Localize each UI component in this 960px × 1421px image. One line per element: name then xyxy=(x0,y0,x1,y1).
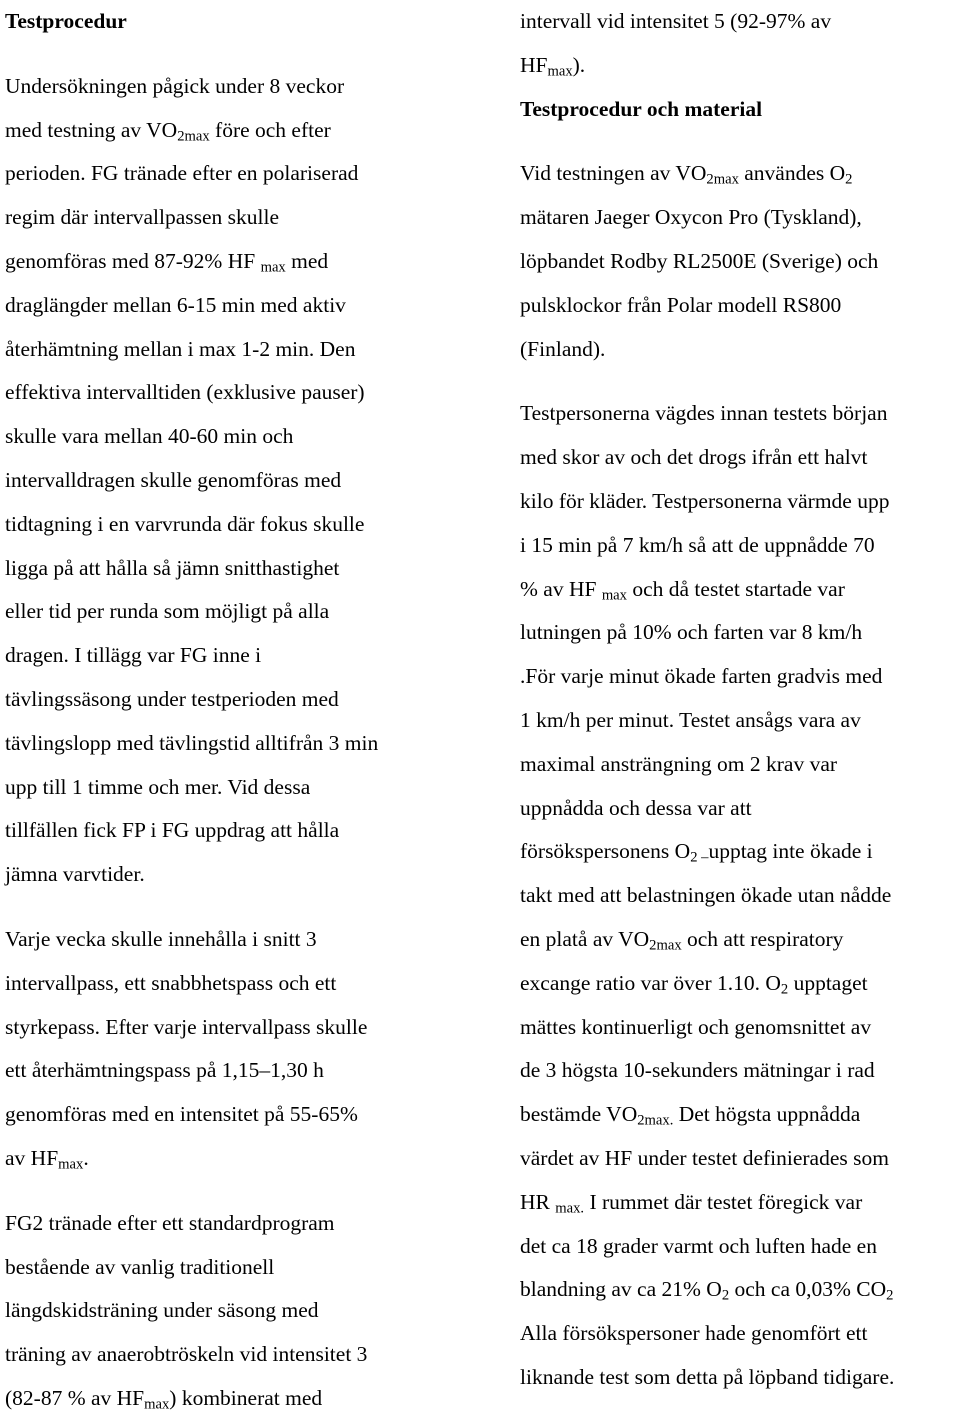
text-run: och ca 0,03% CO xyxy=(729,1277,887,1302)
text-line: med skor av och det drogs ifrån ett halvt xyxy=(520,445,868,470)
text-line: regim där intervallpassen skulle xyxy=(5,205,280,230)
text-line: tillfällen fick FP i FG uppdrag att hålla xyxy=(5,818,340,843)
text-line: Testpersonerna vägdes innan testets början xyxy=(520,401,888,426)
text-line: tävlingslopp med tävlingstid alltifrån 3 min xyxy=(5,730,379,755)
text-line: 1 km/h per minut. Testet ansågs vara av xyxy=(520,707,861,732)
subscript: 2 xyxy=(721,1287,730,1304)
text-run: ) kombinerat med xyxy=(169,1385,323,1410)
text-run: Vid testningen av VO xyxy=(520,161,707,186)
text-line: eller tid per runda som möjligt på alla xyxy=(5,599,330,624)
text-line: intervall vid intensitet 5 (92-97% av xyxy=(520,9,832,33)
paragraph-equipment xyxy=(520,152,960,371)
text-line: ligga på att hålla så jämn snitthastighet xyxy=(5,555,340,580)
text-line: Varje vecka skulle innehålla i snitt 3 xyxy=(5,926,317,951)
text-run: med testning av VO xyxy=(5,117,178,142)
text-line xyxy=(5,240,450,284)
section-heading-testprocedur: Testprocedur xyxy=(5,9,127,33)
spacer xyxy=(5,44,450,65)
spacer xyxy=(5,1181,450,1202)
text-line: styrkepass. Efter varje intervallpass skulle xyxy=(5,1014,368,1039)
subscript: max xyxy=(547,63,573,80)
text-line xyxy=(5,1377,450,1421)
text-line: skulle vara mellan 40-60 min och xyxy=(5,424,294,449)
text-line xyxy=(5,1137,450,1181)
text-line xyxy=(520,1268,960,1312)
paragraph-study-design xyxy=(5,65,450,897)
text-line: pulsklockor från Polar modell RS800 xyxy=(520,292,842,317)
text-line: värdet av HF under testet definierades som xyxy=(520,1145,889,1170)
text-line: ett återhämtningspass på 1,15–1,30 h xyxy=(5,1058,324,1083)
text-line: maximal ansträngning om 2 krav var xyxy=(520,751,838,776)
subscript: max. xyxy=(555,1200,585,1217)
subscript: 2 xyxy=(886,1287,894,1304)
text-line: träning av anaerobtröskeln vid intensitet 3 xyxy=(5,1342,368,1367)
text-run: (82-87 % av HF xyxy=(5,1385,145,1410)
text-line: återhämtning mellan i max 1-2 min. Den xyxy=(5,336,356,361)
section-heading-testprocedur-och-material: Testprocedur och material xyxy=(520,96,763,121)
text-run: I rummet där testet föregick var xyxy=(584,1189,863,1214)
text-line: mätaren Jaeger Oxycon Pro (Tyskland), xyxy=(520,205,862,230)
text-line xyxy=(5,109,450,153)
text-line: liknande test som detta på löpband tidigare. xyxy=(520,1364,895,1389)
text-line: jämna varvtider. xyxy=(5,862,145,887)
subscript: max xyxy=(260,259,286,276)
spacer xyxy=(520,371,960,392)
text-line: uppnådda och dessa var att xyxy=(520,795,752,820)
text-line: FG2 tränade efter ett standardprogram xyxy=(5,1210,335,1235)
text-run: % av HF xyxy=(520,576,602,601)
text-line: tidtagning i en varvrunda där fokus skulle xyxy=(5,511,365,536)
subscript: 2max xyxy=(649,937,682,954)
text-line: bestående av vanlig traditionell xyxy=(5,1254,275,1279)
text-line: upp till 1 timme och mer. Vid dessa xyxy=(5,774,311,799)
subscript: max xyxy=(58,1156,84,1173)
text-line: det ca 18 grader varmt och luften hade en xyxy=(520,1233,877,1258)
paragraph-fg2-program xyxy=(5,1202,450,1421)
text-line xyxy=(520,44,960,88)
text-line: genomföras med en intensitet på 55-65% xyxy=(5,1102,358,1127)
text-line: löpbandet Rodby RL2500E (Sverige) och xyxy=(520,248,879,273)
text-run: och att respiratory xyxy=(681,926,844,951)
text-run: upptag inte ökade i xyxy=(708,839,873,864)
paragraph-continuation xyxy=(520,0,960,88)
text-line xyxy=(520,1093,960,1137)
text-run: av HF xyxy=(5,1145,59,1170)
text-line: kilo för kläder. Testpersonerna värmde upp xyxy=(520,488,890,513)
text-run: och då testet startade var xyxy=(626,576,845,601)
spacer xyxy=(5,897,450,918)
text-run: excange ratio var över 1.10. O xyxy=(520,970,781,995)
paragraph-test-protocol xyxy=(520,392,960,1399)
subscript: 2max xyxy=(177,128,210,145)
text-run: upptaget xyxy=(788,970,868,995)
text-line: (Finland). xyxy=(520,336,606,361)
text-line: mättes kontinuerligt och genomsnittet av xyxy=(520,1014,872,1039)
text-run: en platå av VO xyxy=(520,926,650,951)
text-run: före och efter xyxy=(209,117,331,142)
spacer xyxy=(520,131,960,152)
subscript: max xyxy=(601,587,627,604)
text-run: blandning av ca 21% O xyxy=(520,1277,722,1302)
text-run: ). xyxy=(572,52,586,77)
text-line: längdskidsträning under säsong med xyxy=(5,1298,319,1323)
text-line: tävlingssäsong under testperioden med xyxy=(5,686,339,711)
text-line: takt med att belastningen ökade utan nådde xyxy=(520,883,892,908)
text-line: intervalldragen skulle genomföras med xyxy=(5,467,342,492)
text-line: de 3 högsta 10-sekunders mätningar i rad xyxy=(520,1058,875,1083)
text-run: med xyxy=(285,248,329,273)
text-line xyxy=(520,1181,960,1225)
text-run: HF xyxy=(520,52,548,77)
text-line xyxy=(520,830,960,874)
text-run: användes O xyxy=(738,161,846,186)
text-line: lutningen på 10% och farten var 8 km/h xyxy=(520,620,863,645)
right-column xyxy=(520,0,960,1400)
subscript: 2max. xyxy=(637,1112,674,1129)
text-line: draglängder mellan 6-15 min med aktiv xyxy=(5,292,346,317)
text-line: .För varje minut ökade farten gradvis med xyxy=(520,664,883,689)
text-run: försökspersonens O xyxy=(520,839,691,864)
paragraph-weekly-training xyxy=(5,918,450,1181)
text-line xyxy=(520,568,960,612)
subscript: 2 xyxy=(845,172,853,189)
text-line xyxy=(520,962,960,1006)
text-run: genomföras med 87-92% HF xyxy=(5,248,261,273)
subscript: 2 – xyxy=(690,849,709,866)
text-run: bestämde VO xyxy=(520,1102,638,1127)
text-line xyxy=(520,918,960,962)
subscript: 2max xyxy=(706,172,739,189)
text-line: Undersökningen pågick under 8 veckor xyxy=(5,73,345,98)
text-line: perioden. FG tränade efter en polariserad xyxy=(5,161,359,186)
text-line xyxy=(520,152,960,196)
text-line: intervallpass, ett snabbhetspass och ett xyxy=(5,970,337,995)
subscript: 2 xyxy=(780,981,789,998)
text-line: Alla försökspersoner hade genomfört ett xyxy=(520,1321,868,1346)
subscript: max xyxy=(144,1396,170,1413)
text-run: . xyxy=(83,1145,89,1170)
text-run: Det högsta uppnådda xyxy=(673,1102,861,1127)
text-line: dragen. I tillägg var FG inne i xyxy=(5,643,262,668)
text-line: effektiva intervalltiden (exklusive pauser) xyxy=(5,380,365,405)
text-line: i 15 min på 7 km/h så att de uppnådde 70 xyxy=(520,532,875,557)
text-run: HR xyxy=(520,1189,556,1214)
left-column xyxy=(5,0,450,1421)
